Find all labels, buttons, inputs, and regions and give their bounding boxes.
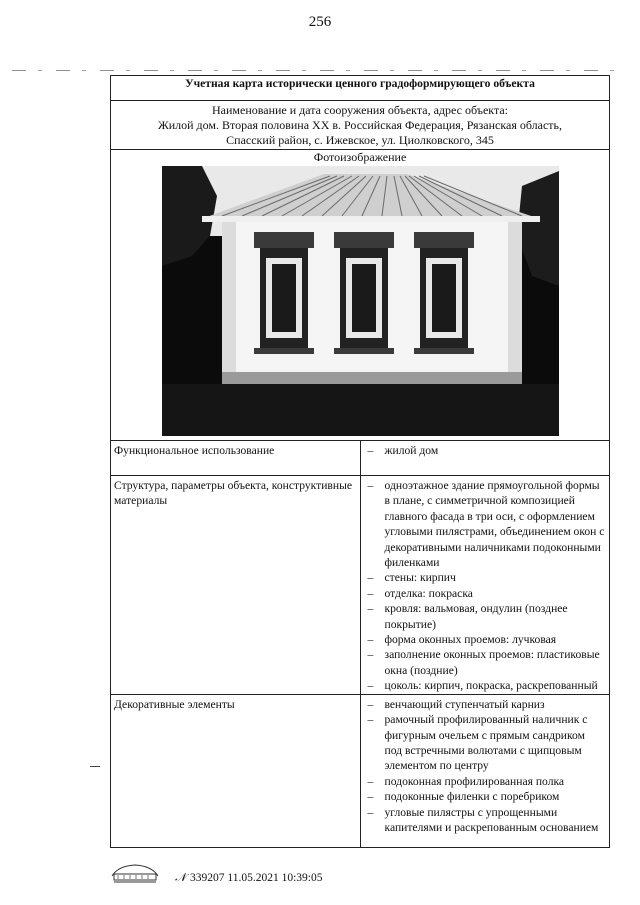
signature-mark-icon: 𝒩 <box>175 872 187 884</box>
structure-item: – форма оконных проемов: лучковая <box>367 632 606 647</box>
structure-item: – кровля: вальмовая, ондулин (позднее покрытие) <box>367 601 606 632</box>
house-photo <box>162 166 559 436</box>
record-card-table <box>110 75 610 848</box>
page-number: 256 <box>308 14 332 30</box>
decor-label: Декоративные элементы <box>111 694 361 847</box>
scan-artifact-line <box>12 70 628 71</box>
decor-item: – венчающий ступенчатый карниз <box>367 697 606 712</box>
card-title: Учетная карта исторически ценного градоформирующего объекта <box>111 76 610 101</box>
registration-stamp <box>175 872 323 885</box>
object-address-line: Спасский район, с. Ижевское, ул. Циолковского, 345 <box>226 132 494 147</box>
decor-value <box>360 694 610 847</box>
function-label: Функциональное использование <box>111 441 361 476</box>
structure-label: Структура, параметры объекта, конструктивные материалы <box>111 476 361 695</box>
margin-mark <box>90 766 100 767</box>
photo-cell <box>111 150 610 441</box>
structure-item: – отделка: покраска <box>367 586 606 601</box>
object-name-cell <box>111 101 610 150</box>
object-name-line-1: Жилой дом. Вторая половина XX в. Российская Федерация, Рязанская область, <box>157 117 563 132</box>
structure-item: – одноэтажное здание прямоугольной формы в плане, с симметричной композицией главного фасада в три оси, с оформлением угловыми пилястрами, объединением окон с декоративными наличниками подоконными филенками <box>367 478 606 570</box>
photo-caption: Фотоизображение <box>313 150 407 164</box>
decor-item: – подоконная профилированная полка <box>367 774 606 789</box>
office-stamp-icon <box>108 862 162 884</box>
structure-item: – стены: кирпич <box>367 570 606 585</box>
structure-item: – заполнение оконных проемов: пластиковые окна (поздние) <box>367 647 606 678</box>
decor-item: – подоконные филенки с поребриком <box>367 789 606 804</box>
structure-value <box>360 476 610 695</box>
function-value <box>360 441 610 476</box>
registration-text: 339207 11.05.2021 10:39:05 <box>190 872 323 884</box>
structure-item: – цоколь: кирпич, покраска, раскрепованный <box>367 678 606 693</box>
decor-item: – угловые пилястры с упрощенными капителями и раскрепованным основанием <box>367 805 606 836</box>
function-item: – жилой дом <box>367 443 606 458</box>
decor-item: – рамочный профилированный наличник с фигурным очельем с прямым сандриком под встречными волютами с щипцовым элементом по центру <box>367 712 606 774</box>
object-name-header: Наименование и дата сооружения объекта, адрес объекта: <box>211 103 509 117</box>
